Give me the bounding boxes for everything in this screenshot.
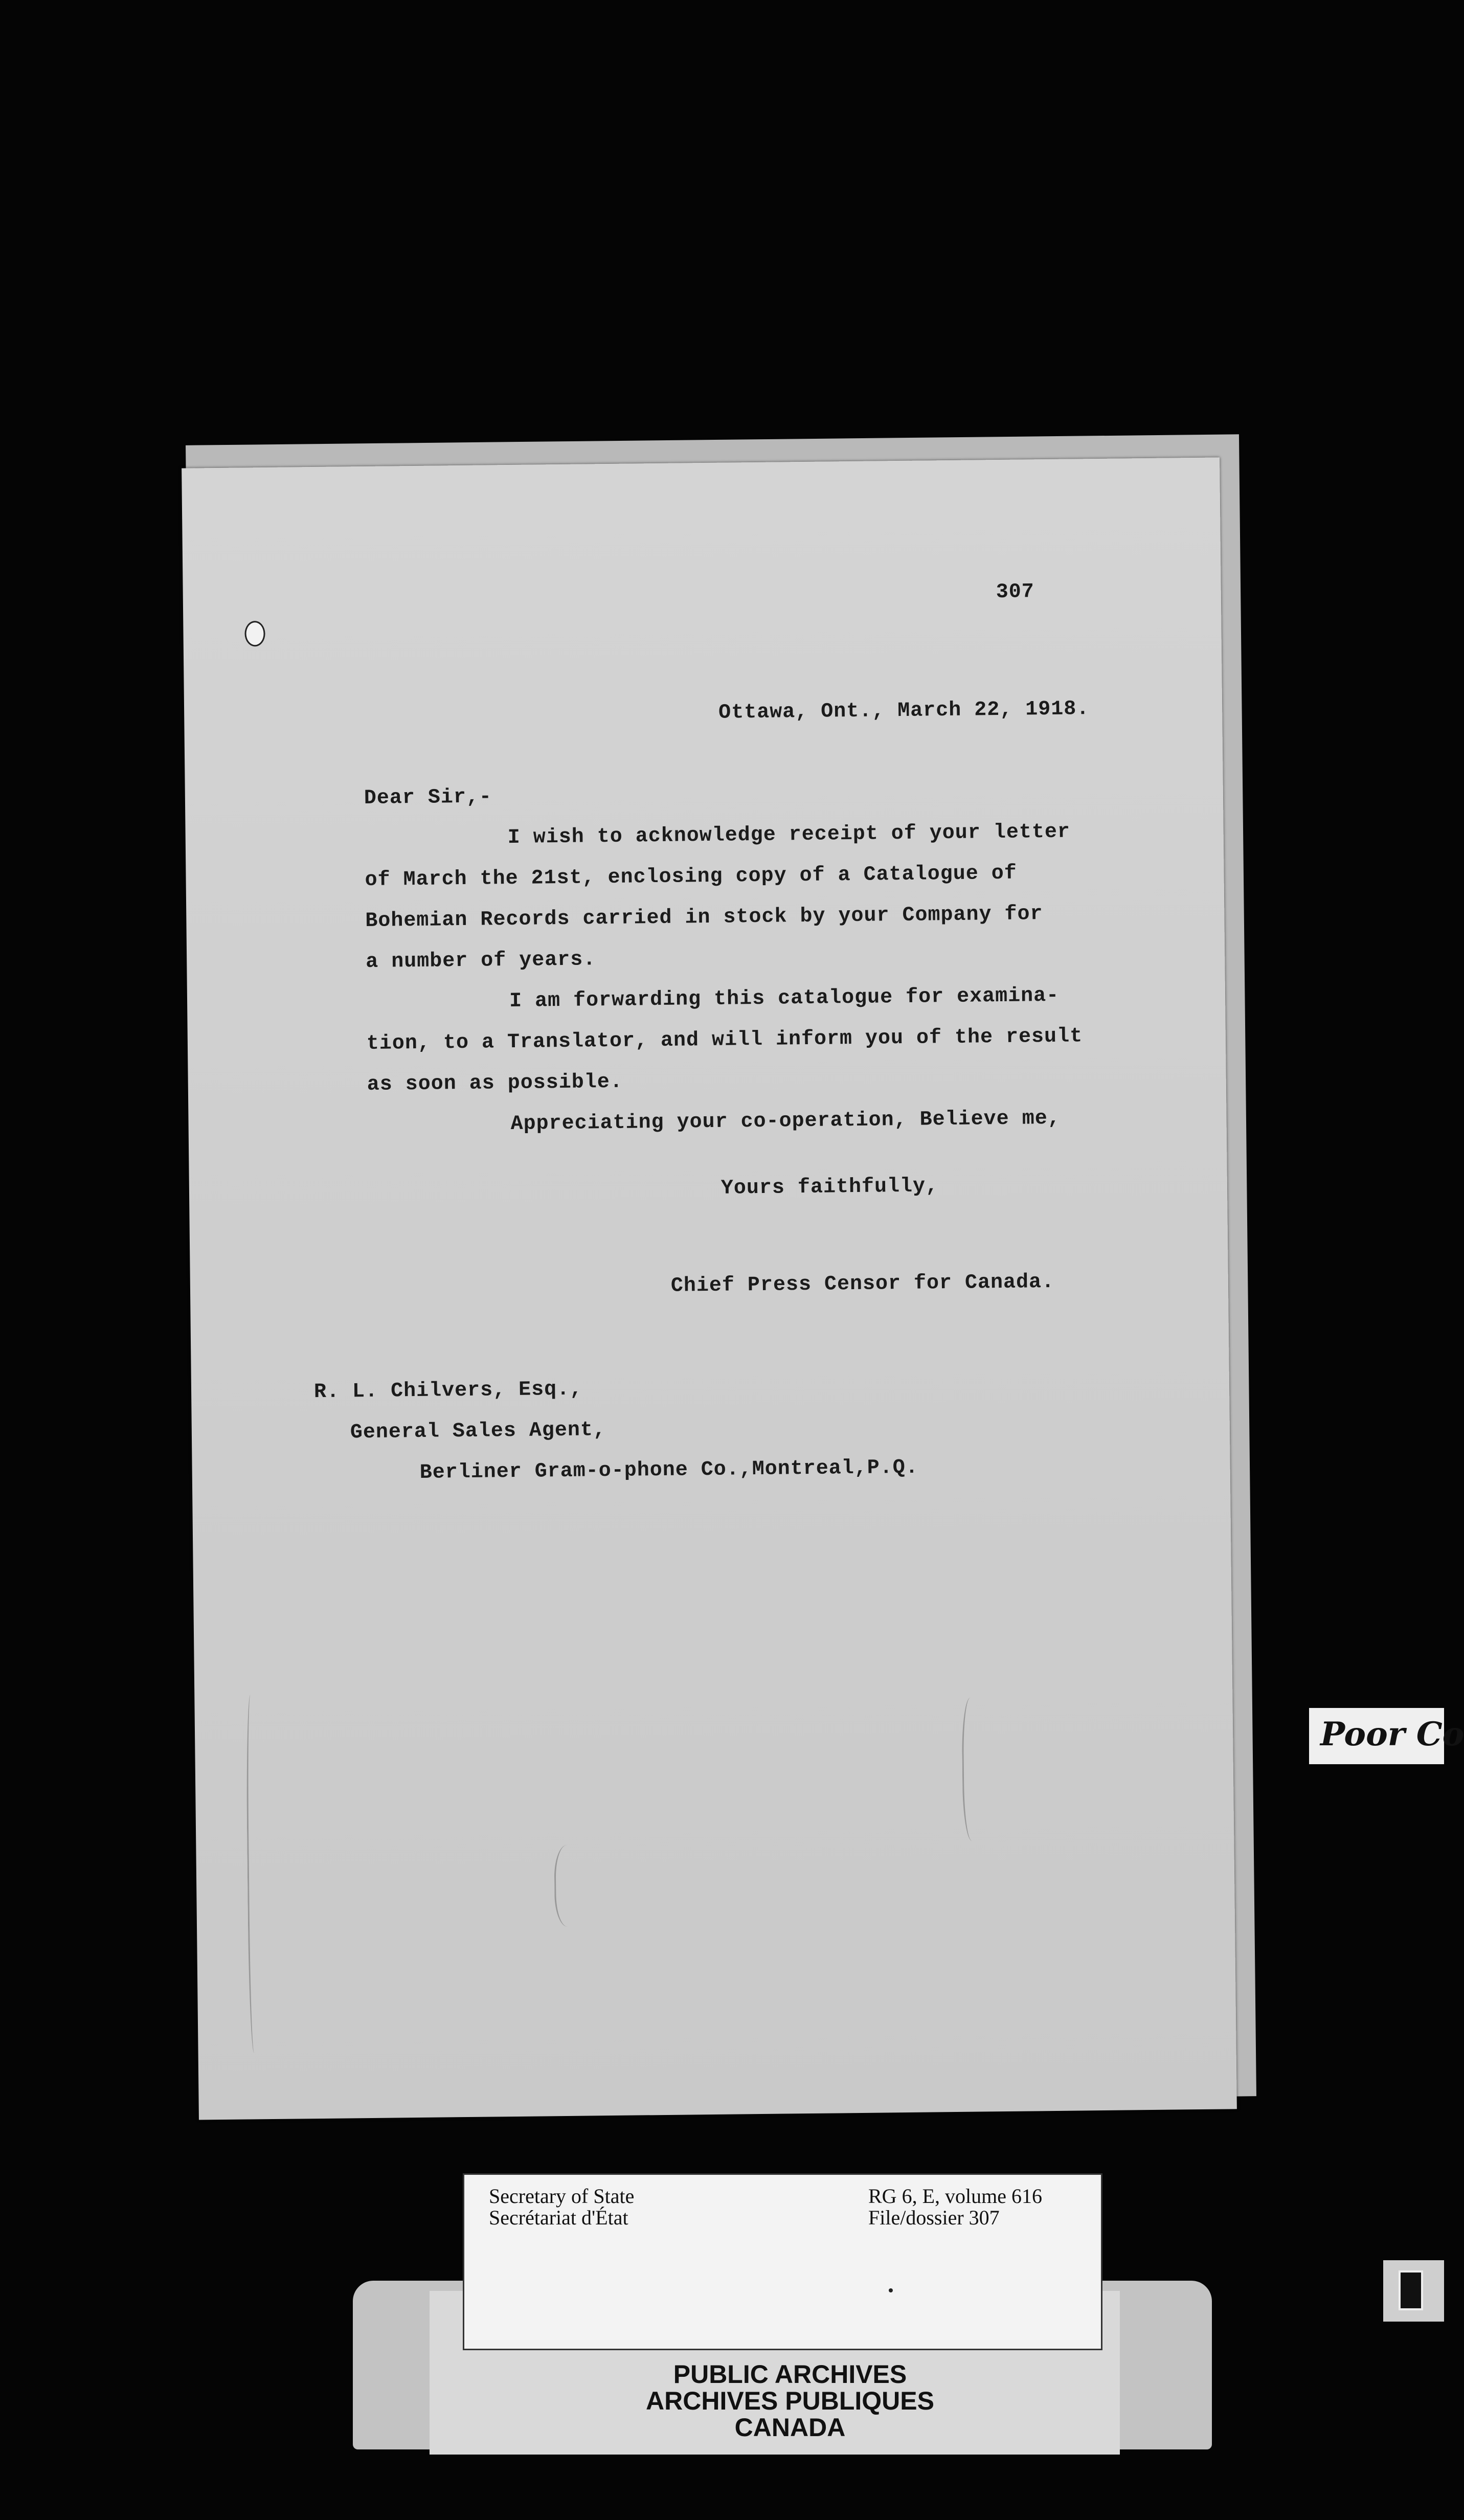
archives-logo-line: PUBLIC ARCHIVES: [673, 2360, 907, 2389]
body-line: I am forwarding this catalogue for examina-: [509, 984, 1060, 1014]
archive-card: [463, 2173, 1102, 2350]
film-clip-inner: [1399, 2270, 1423, 2310]
punch-hole: [244, 621, 265, 646]
salutation: Dear Sir,-: [364, 785, 492, 811]
body-line: of March the 21st, enclosing copy of a Catalogue of: [365, 862, 1017, 892]
recipient-company: Berliner Gram-o-phone Co.,Montreal,P.Q.: [419, 1456, 919, 1484]
body-line: tion, to a Translator, and will inform you of the result: [366, 1025, 1083, 1055]
paper-scratch: [961, 1697, 985, 1840]
card-mark: [889, 2288, 893, 2292]
department-fr: Secrétariat d'État: [489, 2206, 628, 2229]
body-line: I wish to acknowledge receipt of your letter: [507, 820, 1071, 850]
signature-title: Chief Press Censor for Canada.: [670, 1270, 1055, 1298]
date-line: Ottawa, Ont., March 22, 1918.: [718, 698, 1090, 725]
recipient-name: R. L. Chilvers, Esq.,: [313, 1378, 583, 1404]
department-en: Secretary of State: [489, 2185, 635, 2208]
body-line: Appreciating your co-operation, Believe me,: [510, 1107, 1061, 1136]
letter-page: [182, 457, 1237, 2120]
archive-reference: RG 6, E, volume 616: [868, 2185, 1042, 2208]
body-line: as soon as possible.: [367, 1070, 623, 1096]
archives-logo: [632, 2361, 949, 2441]
page-number: 307: [996, 580, 1035, 604]
closing: Yours faithfully,: [720, 1175, 939, 1200]
paper-scratch: [245, 1695, 261, 2053]
body-line: a number of years.: [366, 948, 596, 974]
archives-logo-line: ARCHIVES PUBLIQUES: [646, 2387, 934, 2415]
body-line: Bohemian Records carried in stock by your Company for: [365, 903, 1043, 933]
archives-logo-line: CANADA: [734, 2413, 846, 2442]
file-number: File/dossier 307: [868, 2206, 1000, 2229]
edge-label: Poor Co: [1309, 1708, 1444, 1764]
recipient-title: General Sales Agent,: [350, 1419, 606, 1445]
paper-scratch: [554, 1845, 587, 1927]
